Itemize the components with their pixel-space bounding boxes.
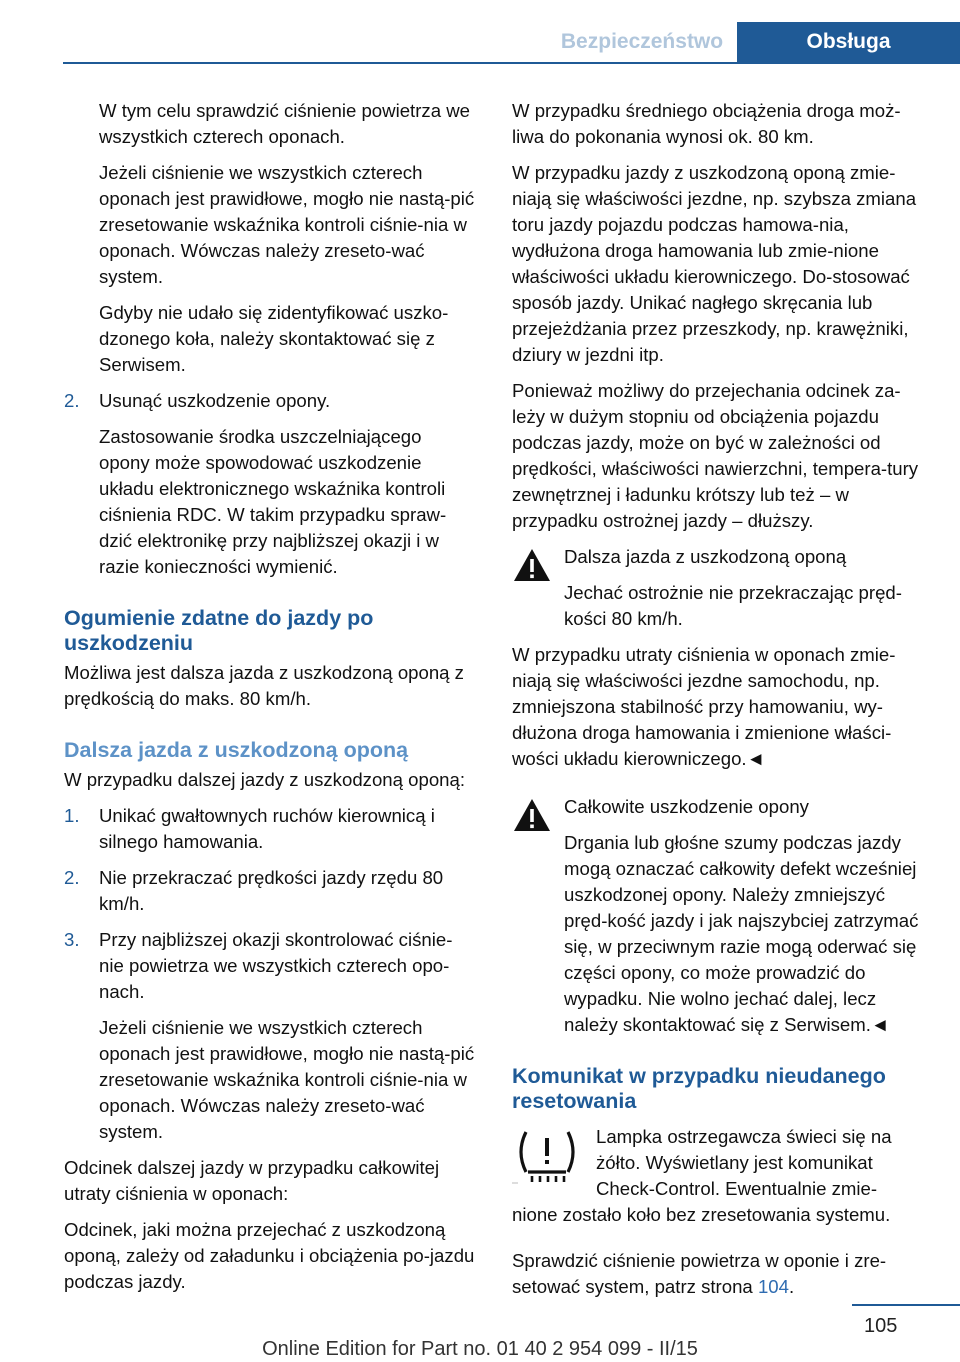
heading-reset-failed: Komunikat w przypadku nieudanego resetowania xyxy=(512,1064,886,1113)
sealant-note: Zastosowanie środka uszczelniającego opony może spowodować uszkodzenie układu elektronicznego wskaźnika kontroli ciśnienia RDC. W takim przypadku spraw‐dzić elektronikę przy najbliższej okazji i w razie konieczności wymienić. xyxy=(99,426,447,577)
right-column xyxy=(512,98,925,1300)
tab-bezpieczenstwo[interactable]: Bezpieczeństwo xyxy=(560,30,724,53)
final-end: . xyxy=(788,1276,795,1297)
warning-line: Jechać ostrożnie nie przekraczając pręd‐ xyxy=(564,582,902,603)
tyre-pressure-warning-icon xyxy=(512,1128,582,1184)
final-paragraph xyxy=(512,1248,925,1300)
list-text: Unikać gwałtownych ruchów kierownicą i silnego hamowania. xyxy=(99,805,435,852)
list-text: Usunąć uszkodzenie opony. xyxy=(99,390,331,411)
list-number: 3. xyxy=(64,929,80,950)
footer-rule xyxy=(852,1304,960,1306)
edition-footer: Online Edition for Part no. 01 40 2 954 099 - II/15 xyxy=(262,1338,698,1360)
list-number: 1. xyxy=(64,805,80,826)
lamp-continuation: nione zostało koło bez zresetowania systemu. xyxy=(512,1204,891,1225)
final-text: Sprawdzić ciśnienie powietrza w oponie i zre‐setować system, patrz strona xyxy=(512,1250,887,1297)
heading-runflat: Ogumienie zdatne do jazdy po uszkodzeniu xyxy=(64,606,374,655)
left-paragraph-2: Jeżeli ciśnienie we wszystkich czterech oponach jest prawidłowe, mogło nie nastą‐pić zresetowanie wskaźnika kontroli ciśnie‐nia w oponach. Wówczas należy zreseto‐wać system. xyxy=(99,162,475,287)
warning-continuation: mogą oznaczać całkowity defekt wcześniej uszkodzonej opony. Należy zmniejszyć pręd‐kość jazdy i jak najszybciej zatrzymać się, w przeciwnym razie mogą oderwać się części opony, co może prowadzić do wypadku. Nie wolno jechać dalej, lecz należy skontaktować się z Serwisem.◄ xyxy=(564,858,919,1035)
left-column xyxy=(64,98,477,1295)
list-number: 2. xyxy=(64,867,80,888)
continue-intro: W przypadku dalszej jazdy z uszkodzoną oponą: xyxy=(64,769,466,790)
header-tabs xyxy=(547,22,960,62)
heading-continue-driving: Dalsza jazda z uszkodzoną oponą xyxy=(64,738,409,762)
warning-tyre-failure xyxy=(512,794,925,1038)
left-paragraph-3: Gdyby nie udało się zidentyfikować uszko‐dzonego koła, należy skontaktować się z Serwisem. xyxy=(99,302,449,375)
warning-title: Całkowite uszkodzenie opony xyxy=(564,796,809,817)
warning-line: Drgania lub głośne szumy podczas jazdy xyxy=(564,832,901,853)
list-text: Nie przekraczać prędkości jazdy rzędu 80 km/h. xyxy=(99,867,444,914)
right-paragraph-3: Ponieważ możliwy do przejechania odcinek za‐leży w dużym stopniu od obciążenia pojazdu podczas jazdy, może on być w zależności od prędkości, właściwości nawierzchni, tempera‐tury zewnętrznej i ładunku krótszy lub też – w przypadku ostrożnej jazdy – dłuższy. xyxy=(512,380,919,531)
list-item-2-repair xyxy=(64,388,477,414)
page-link[interactable]: 104 xyxy=(757,1276,789,1297)
lamp-text: Lampka ostrzegawcza świeci się na żółto. Wyświetlany jest komunikat Check-Control. Ewentualnie zmie‐ xyxy=(596,1126,892,1199)
list-item xyxy=(64,865,477,917)
list-3-note: Jeżeli ciśnienie we wszystkich czterech oponach jest prawidłowe, mogło nie nastą‐pić zresetowanie wskaźnika kontroli ciśnie‐nia w oponach. Wówczas należy zreseto‐wać system. xyxy=(99,1017,475,1142)
right-paragraph-1: W przypadku średniego obciążenia droga moż‐liwa do pokonania wynosi ok. 80 km. xyxy=(512,100,901,147)
distance-paragraph-1: Odcinek dalszej jazdy w przypadku całkowitej utraty ciśnienia w oponach: xyxy=(64,1157,440,1204)
runflat-paragraph: Możliwa jest dalsza jazda z uszkodzoną oponą z prędkością do maks. 80 km/h. xyxy=(64,662,464,709)
distance-paragraph-2: Odcinek, jaki można przejechać z uszkodzoną oponą, zależy od załadunku i obciążenia po‐jazdu podczas jazdy. xyxy=(64,1219,475,1292)
right-paragraph-2: W przypadku jazdy z uszkodzoną oponą zmie‐niają się właściwości jezdne, np. szybsza zmiana toru jazdy pojazdu podczas hamowa‐nia, wydłużona droga hamowania lub zmie‐nione właściwości układu kierowniczego. Do‐stosować sposób jazdy. Unikać nagłego skręcania lub przejeżdżania przez przeszkody, np. krawężniki, dziury w jezdni itp. xyxy=(512,162,917,365)
tyre-pressure-lamp-block xyxy=(512,1124,925,1202)
warning-continuation: kości 80 km/h. xyxy=(564,608,683,629)
warning-continue-driving xyxy=(512,544,925,632)
warning-triangle-icon xyxy=(512,547,552,583)
page-number: 105 xyxy=(864,1315,898,1337)
warning-body: W przypadku utraty ciśnienia w oponach zmie‐niają się właściwości jezdne samochodu, np. zmniejszona stabilność przy hamowaniu, wy‐dłużona droga hamowania i zmienione właści‐wości układu kierowniczego.◄ xyxy=(512,644,896,769)
list-item xyxy=(64,927,477,1005)
list-item xyxy=(64,803,477,855)
list-text: Przy najbliższej okazji skontrolować ciśnie‐nie powietrza we wszystkich czterech opo‐nach. xyxy=(99,929,453,1002)
warning-triangle-icon xyxy=(512,797,552,833)
left-paragraph-1: W tym celu sprawdzić ciśnienie powietrza we wszystkich czterech oponach. xyxy=(99,100,470,147)
list-number: 2. xyxy=(64,390,80,411)
tab-obsluga[interactable]: Obsługa xyxy=(737,22,960,62)
header-rule xyxy=(63,62,960,64)
warning-title: Dalsza jazda z uszkodzoną oponą xyxy=(564,546,847,567)
